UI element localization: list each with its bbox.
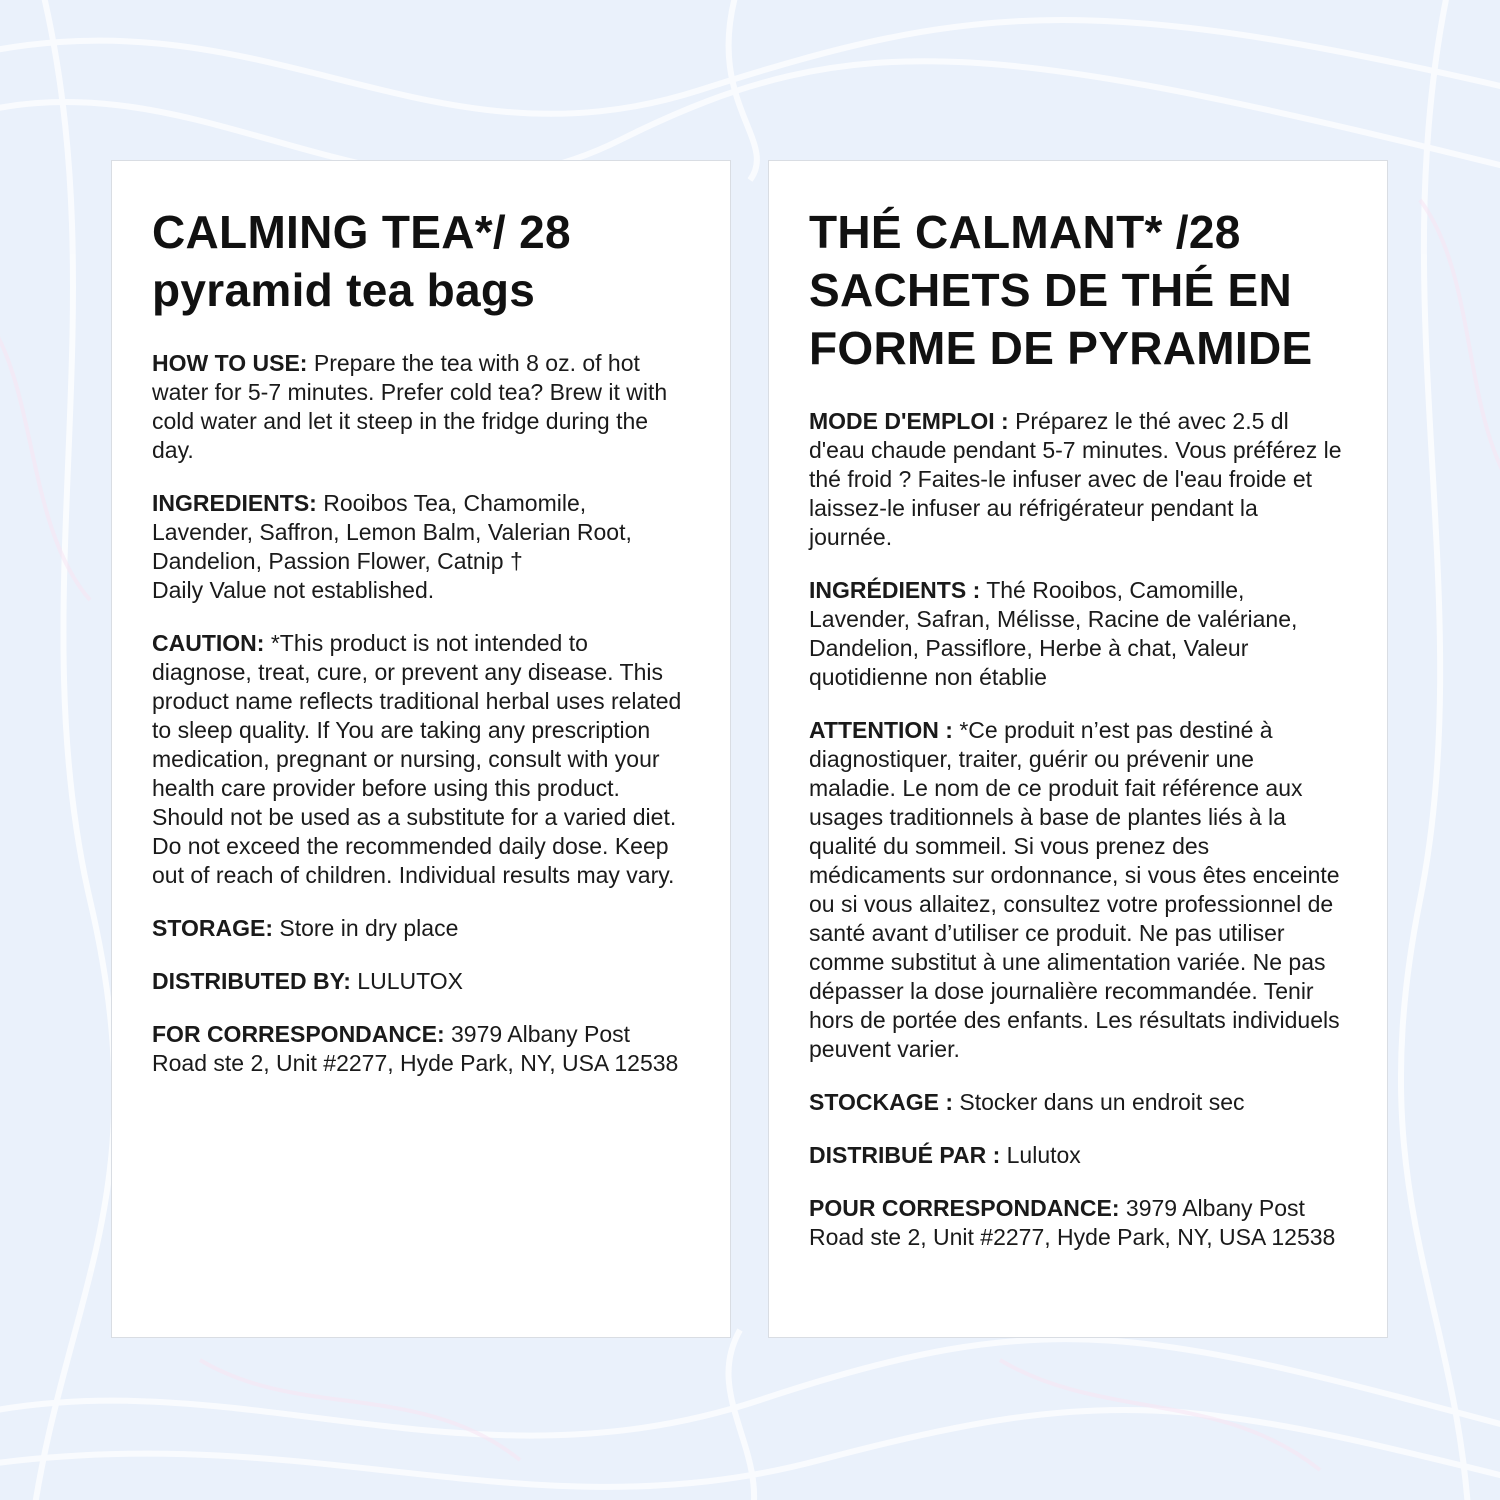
pour-correspondance-section [809,1194,1347,1252]
ingredients-fr-text: Thé Rooibos, Camomille, Lavender, Safran, Mélisse, Racine de valériane, Dandelion, Passiflore, Herbe à chat, Valeur quotidienne non établie [809,577,1298,690]
distributed-by-text: LULUTOX [350,968,463,994]
french-title [809,203,1347,377]
daily-value-note: Daily Value not established. [152,577,435,603]
mode-emploi-label: MODE D'EMPLOI : [809,408,1009,434]
stockage-section [809,1088,1347,1117]
french-title-line1: THÉ CALMANT* /28 [809,206,1241,258]
english-title-line2: pyramid tea bags [152,264,536,316]
caution-section [152,629,690,890]
english-label-panel [111,160,731,1338]
storage-section [152,914,690,943]
correspondance-text: 3979 Albany Post Road ste 2, Unit #2277, Hyde Park, NY, USA 12538 [152,1021,679,1076]
french-title-line2: SACHETS DE THÉ EN [809,264,1293,316]
ingredients-fr-label: INGRÉDIENTS : [809,577,981,603]
attention-section [809,716,1347,1064]
attention-label: ATTENTION : [809,717,953,743]
how-to-use-text: Prepare the tea with 8 oz. of hot water for 5-7 minutes. Prefer cold tea? Brew it with cold water and let it steep in the fridge during the day. [152,350,668,463]
caution-text: *This product is not intended to diagnose, treat, cure, or prevent any disease. This product name reflects traditional herbal uses related to sleep quality. If You are taking any prescription medication, pregnant or nursing, consult with your health care provider before using this product. Should not be used as a substitute for a varied diet. Do not exceed the recommended daily dose. Keep out of reach of children. Individual results may vary. [152,630,682,888]
english-title [152,203,690,319]
mode-emploi-section [809,407,1347,552]
stockage-label: STOCKAGE : [809,1089,953,1115]
french-label-panel [768,160,1388,1338]
caution-label: CAUTION: [152,630,265,656]
pour-correspondance-text: 3979 Albany Post Road ste 2, Unit #2277, Hyde Park, NY, USA 12538 [809,1195,1336,1250]
mode-emploi-text: Préparez le thé avec 2.5 dl d'eau chaude pendant 5-7 minutes. Vous préférez le thé froid ? Faites-le infuser avec de l'eau froide et laissez-le infuser au réfrigérateur pendant la journée. [809,408,1342,550]
distribue-par-text: Lulutox [1000,1142,1081,1168]
correspondance-section [152,1020,690,1078]
attention-text: *Ce produit n’est pas destiné à diagnostiquer, traiter, guérir ou prévenir une maladie. Le nom de ce produit fait référence aux usages traditionnels à base de plantes liés à la qualité du sommeil. Si vous prenez des médicaments sur ordonnance, si vous êtes enceinte ou si vous allaitez, consultez votre professionnel de santé avant d’utiliser ce produit. Ne pas utiliser comme substitut à une alimentation variée. Ne pas dépasser la dose journalière recommandée. Tenir hors de portée des enfants. Les résultats individuels peuvent varier. [809,717,1340,1062]
how-to-use-section [152,349,690,465]
distribue-par-section [809,1141,1347,1170]
ingredients-section [152,489,690,605]
correspondance-label: FOR CORRESPONDANCE: [152,1021,445,1047]
ingredients-fr-section [809,576,1347,692]
ingredients-label: INGREDIENTS: [152,490,317,516]
ingredients-text: Rooibos Tea, Chamomile, Lavender, Saffron, Lemon Balm, Valerian Root, Dandelion, Passion Flower, Catnip † [152,490,632,574]
pour-correspondance-label: POUR CORRESPONDANCE: [809,1195,1120,1221]
storage-text: Store in dry place [272,915,459,941]
distribue-par-label: DISTRIBUÉ PAR : [809,1142,1001,1168]
english-title-line1: CALMING TEA*/ 28 [152,206,571,258]
stockage-text: Stocker dans un endroit sec [952,1089,1245,1115]
how-to-use-label: HOW TO USE: [152,350,308,376]
storage-label: STORAGE: [152,915,273,941]
french-title-line3: FORME DE PYRAMIDE [809,322,1313,374]
distributed-by-label: DISTRIBUTED BY: [152,968,351,994]
distributed-by-section [152,967,690,996]
